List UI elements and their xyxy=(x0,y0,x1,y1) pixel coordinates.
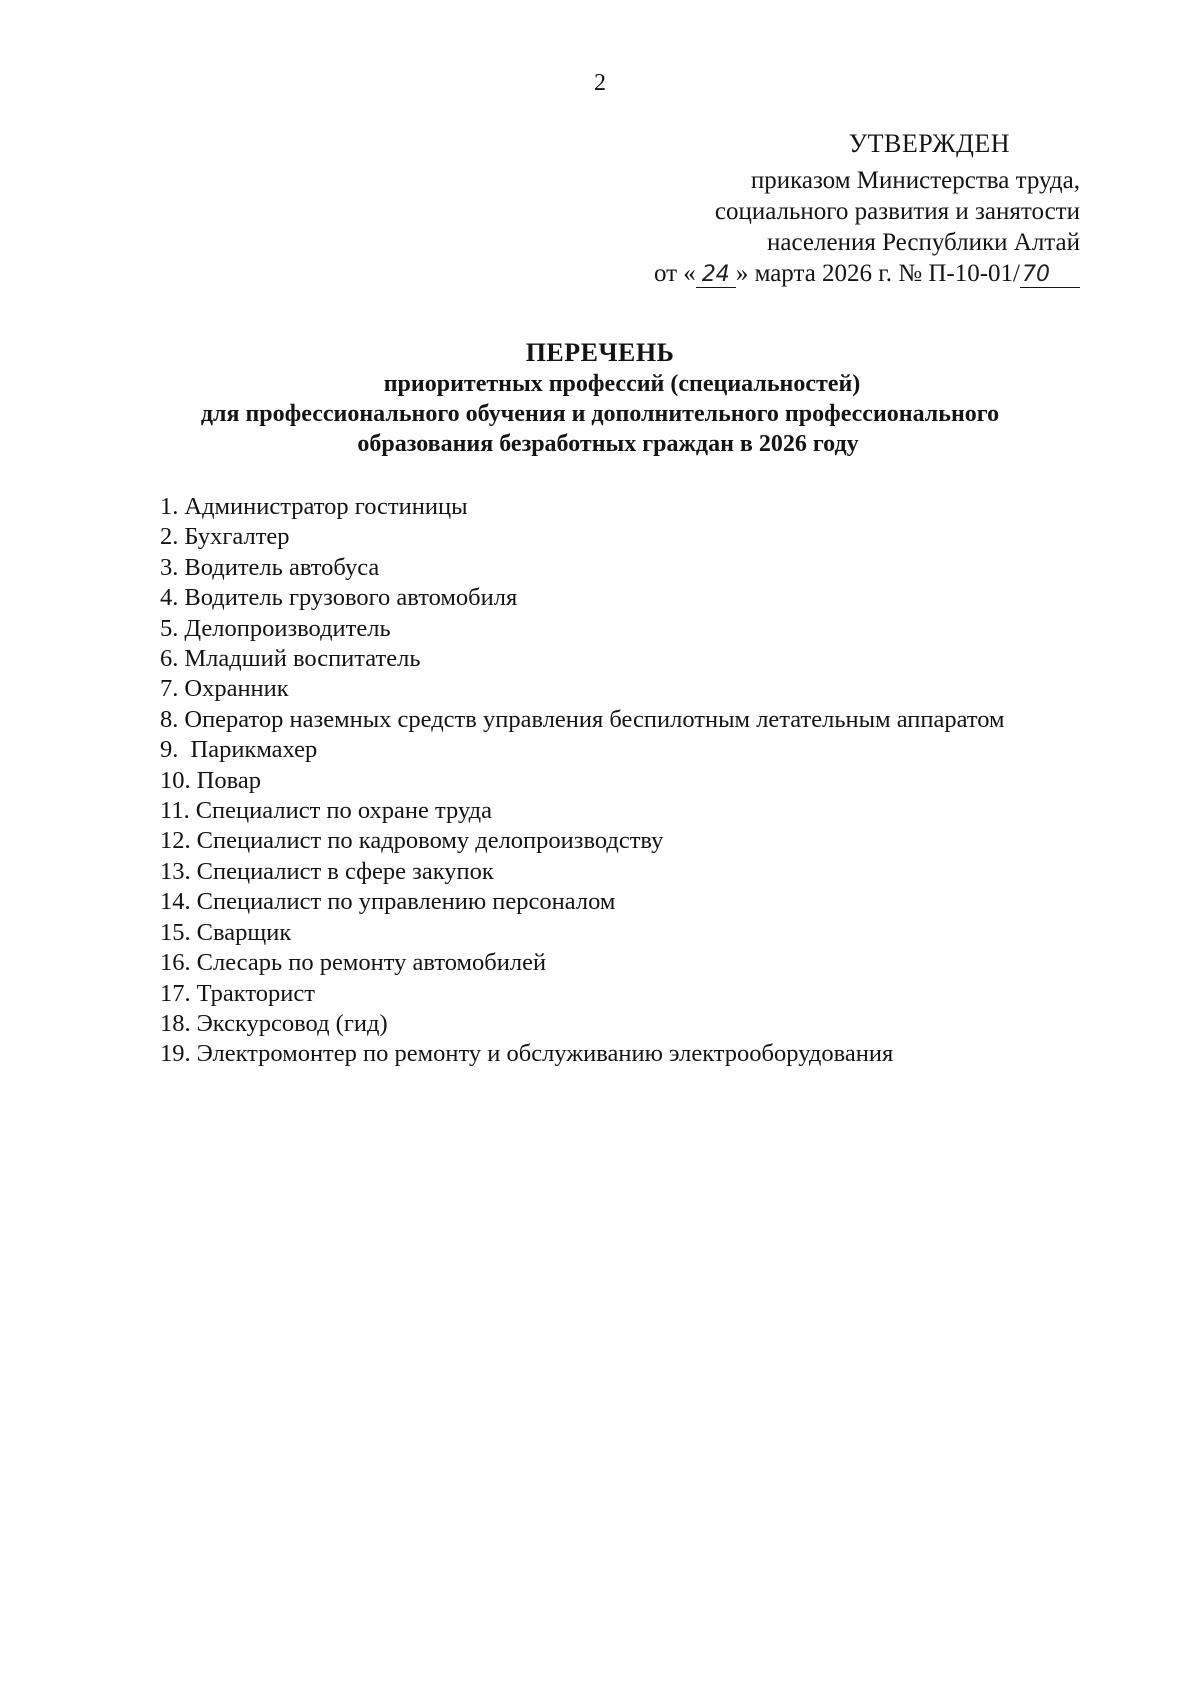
list-item-label: Экскурсовод (гид) xyxy=(196,1009,388,1037)
list-item-number: 4. xyxy=(160,584,179,612)
list-item-number: 5. xyxy=(160,614,179,642)
list-item-number: 6. xyxy=(160,645,179,673)
list-item xyxy=(160,522,1005,552)
list-item-label: Слесарь по ремонту автомобилей xyxy=(196,949,547,977)
list-item-label: Электромонтер по ремонту и обслуживанию электрооборудования xyxy=(196,1040,894,1068)
list-item-label: Оператор наземных средств управления беспилотным летательным аппаратом xyxy=(184,705,1005,733)
order-day-handwritten: 24 xyxy=(696,263,736,288)
list-item-label: Парикмахер xyxy=(184,736,318,764)
list-item xyxy=(160,887,1005,917)
list-item-number: 7. xyxy=(160,675,179,703)
list-item-label: Водитель грузового автомобиля xyxy=(184,584,518,612)
list-item-label: Специалист по управлению персоналом xyxy=(196,888,616,916)
approval-line-2: социального развития и занятости xyxy=(714,198,1080,225)
order-date-text: » марта 2026 г. № П-10-01/ xyxy=(735,260,1020,287)
approval-stamp-block xyxy=(654,128,1080,289)
order-number-handwritten: 70 xyxy=(1020,263,1080,288)
list-item-number: 2. xyxy=(160,523,179,551)
approval-line-3: населения Республики Алтай xyxy=(767,229,1080,256)
list-item xyxy=(160,583,1005,613)
list-item-number: 17. xyxy=(160,979,191,1007)
list-item xyxy=(160,948,1005,978)
list-item xyxy=(160,766,1005,796)
list-item-number: 14. xyxy=(160,888,191,916)
list-item-number: 3. xyxy=(160,553,179,581)
list-item xyxy=(160,918,1005,948)
list-item xyxy=(160,644,1005,674)
professions-list xyxy=(160,492,1005,1070)
list-item xyxy=(160,614,1005,644)
list-item-label: Сварщик xyxy=(196,918,292,946)
list-item xyxy=(160,674,1005,704)
list-item xyxy=(160,1009,1005,1039)
order-reference xyxy=(654,258,1080,289)
list-item xyxy=(160,857,1005,887)
list-item-label: Бухгалтер xyxy=(184,523,290,551)
list-item xyxy=(160,979,1005,1009)
list-item xyxy=(160,735,1005,765)
list-item-label: Младший воспитатель xyxy=(184,645,421,673)
list-item-number: 8. xyxy=(160,705,179,733)
title-line-2: для профессионального обучения и дополнительного профессионального xyxy=(200,401,1000,427)
list-item-label: Администратор гостиницы xyxy=(184,493,468,520)
document-title-block xyxy=(0,338,1200,459)
list-item-label: Охранник xyxy=(184,675,289,703)
approval-line-1: приказом Министерства труда, xyxy=(750,167,1080,194)
list-item-label: Тракторист xyxy=(196,979,315,1007)
list-item-number: 1. xyxy=(160,493,179,520)
list-item-number: 12. xyxy=(160,827,191,855)
list-item-label: Специалист по охране труда xyxy=(195,797,492,825)
list-item-label: Повар xyxy=(196,766,261,794)
list-item xyxy=(160,553,1005,583)
order-prefix: от « xyxy=(653,260,696,287)
list-item xyxy=(160,1039,1005,1069)
list-item-number: 9. xyxy=(160,736,179,764)
list-item-number: 13. xyxy=(160,857,191,885)
title-line-3: образования безработных граждан в 2026 году xyxy=(357,431,859,457)
list-item xyxy=(160,796,1005,826)
page-number: 2 xyxy=(594,70,606,96)
list-item-label: Специалист в сфере закупок xyxy=(196,857,494,885)
approved-heading: УТВЕРЖДЕН xyxy=(848,129,1010,158)
title-line-1: приоритетных профессий (специальностей) xyxy=(383,371,861,397)
list-item-number: 19. xyxy=(160,1040,191,1068)
list-item-number: 18. xyxy=(160,1009,191,1037)
list-item-label: Водитель автобуса xyxy=(184,553,380,581)
list-item-label: Делопроизводитель xyxy=(184,614,391,642)
list-item-label: Специалист по кадровому делопроизводству xyxy=(196,827,664,855)
list-item xyxy=(160,492,1005,522)
list-item-number: 11. xyxy=(160,797,190,825)
document-title: ПЕРЕЧЕНЬ xyxy=(525,338,675,367)
list-item xyxy=(160,826,1005,856)
list-item-number: 15. xyxy=(160,918,191,946)
list-item xyxy=(160,705,1005,735)
list-item-number: 16. xyxy=(160,949,191,977)
list-item-number: 10. xyxy=(160,766,191,794)
